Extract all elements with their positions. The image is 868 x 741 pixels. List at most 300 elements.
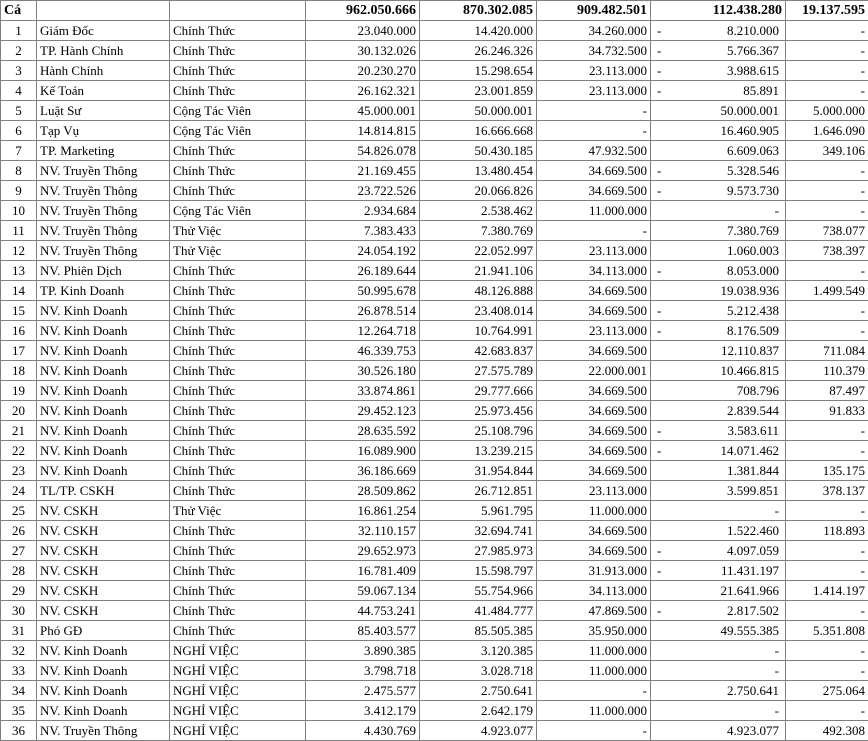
amount-b-cell[interactable]: 3.120.385 xyxy=(420,641,537,661)
amount-e-cell[interactable]: 135.175 xyxy=(786,461,868,481)
contract-type-cell[interactable]: Chính Thức xyxy=(170,261,306,281)
amount-e-cell[interactable]: - xyxy=(786,641,868,661)
amount-b-cell[interactable]: 4.923.077 xyxy=(420,721,537,741)
amount-e-cell[interactable]: - xyxy=(786,21,868,41)
amount-d-cell[interactable] xyxy=(651,41,786,61)
contract-type-cell[interactable]: Chính Thức xyxy=(170,461,306,481)
amount-e-cell[interactable]: 1.414.197 xyxy=(786,581,868,601)
amount-e-cell[interactable]: - xyxy=(786,61,868,81)
amount-a-cell[interactable]: 16.781.409 xyxy=(306,561,420,581)
amount-c-cell[interactable]: 34.669.500 xyxy=(537,421,651,441)
amount-c-cell[interactable]: 34.669.500 xyxy=(537,301,651,321)
row-number-cell[interactable]: 4 xyxy=(1,81,37,101)
amount-e-cell[interactable]: 349.106 xyxy=(786,141,868,161)
amount-d-cell[interactable] xyxy=(651,21,786,41)
row-number-cell[interactable]: 1 xyxy=(1,21,37,41)
contract-type-cell[interactable]: NGHỈ VIỆC xyxy=(170,701,306,721)
row-number-cell[interactable]: 14 xyxy=(1,281,37,301)
contract-type-cell[interactable]: NGHỈ VIỆC xyxy=(170,681,306,701)
contract-type-cell[interactable]: Chính Thức xyxy=(170,281,306,301)
amount-e-cell[interactable]: 87.497 xyxy=(786,381,868,401)
amount-e-cell[interactable]: 1.499.549 xyxy=(786,281,868,301)
amount-a-cell[interactable]: 29.452.123 xyxy=(306,401,420,421)
amount-e-cell[interactable]: - xyxy=(786,561,868,581)
amount-e-cell[interactable]: - xyxy=(786,541,868,561)
contract-type-cell[interactable]: Chính Thức xyxy=(170,481,306,501)
header-total-1[interactable]: 962.050.666 xyxy=(306,1,420,21)
contract-type-cell[interactable]: Cộng Tác Viên xyxy=(170,201,306,221)
header-total-5[interactable]: 19.137.595 xyxy=(786,1,868,21)
contract-type-cell[interactable]: Chính Thức xyxy=(170,341,306,361)
amount-e-cell[interactable]: - xyxy=(786,161,868,181)
amount-d-cell[interactable] xyxy=(651,241,786,261)
position-cell[interactable]: Giám Đốc xyxy=(37,21,170,41)
amount-c-cell[interactable]: 34.669.500 xyxy=(537,181,651,201)
amount-a-cell[interactable]: 23.722.526 xyxy=(306,181,420,201)
amount-c-cell[interactable]: 23.113.000 xyxy=(537,61,651,81)
amount-d-cell[interactable] xyxy=(651,321,786,341)
amount-e-cell[interactable]: 738.397 xyxy=(786,241,868,261)
amount-d-cell[interactable] xyxy=(651,641,786,661)
amount-b-cell[interactable]: 26.246.326 xyxy=(420,41,537,61)
amount-b-cell[interactable]: 20.066.826 xyxy=(420,181,537,201)
amount-d-cell[interactable] xyxy=(651,481,786,501)
amount-d-cell[interactable] xyxy=(651,461,786,481)
amount-b-cell[interactable]: 14.420.000 xyxy=(420,21,537,41)
amount-d-cell[interactable] xyxy=(651,61,786,81)
row-number-cell[interactable]: 29 xyxy=(1,581,37,601)
amount-a-cell[interactable]: 3.798.718 xyxy=(306,661,420,681)
amount-c-cell[interactable]: 23.113.000 xyxy=(537,241,651,261)
row-number-cell[interactable]: 30 xyxy=(1,601,37,621)
amount-d-cell[interactable] xyxy=(651,161,786,181)
amount-b-cell[interactable]: 42.683.837 xyxy=(420,341,537,361)
amount-d-cell[interactable] xyxy=(651,341,786,361)
contract-type-cell[interactable]: Chính Thức xyxy=(170,541,306,561)
amount-c-cell[interactable]: - xyxy=(537,721,651,741)
row-number-cell[interactable]: 23 xyxy=(1,461,37,481)
amount-d-cell[interactable] xyxy=(651,201,786,221)
header-cell-empty[interactable] xyxy=(37,1,170,21)
header-total-4[interactable]: 112.438.280 xyxy=(651,1,786,21)
position-cell[interactable]: NV. Kinh Doanh xyxy=(37,641,170,661)
row-number-cell[interactable]: 10 xyxy=(1,201,37,221)
amount-a-cell[interactable]: 4.430.769 xyxy=(306,721,420,741)
position-cell[interactable]: NV. Kinh Doanh xyxy=(37,461,170,481)
amount-b-cell[interactable]: 55.754.966 xyxy=(420,581,537,601)
amount-e-cell[interactable]: - xyxy=(786,41,868,61)
amount-c-cell[interactable]: 11.000.000 xyxy=(537,701,651,721)
position-cell[interactable]: Tạp Vụ xyxy=(37,121,170,141)
amount-c-cell[interactable]: 34.113.000 xyxy=(537,581,651,601)
amount-e-cell[interactable]: - xyxy=(786,421,868,441)
amount-b-cell[interactable]: 15.598.797 xyxy=(420,561,537,581)
contract-type-cell[interactable]: Chính Thức xyxy=(170,61,306,81)
amount-d-cell[interactable] xyxy=(651,581,786,601)
amount-e-cell[interactable]: - xyxy=(786,601,868,621)
amount-b-cell[interactable]: 27.985.973 xyxy=(420,541,537,561)
amount-a-cell[interactable]: 28.635.592 xyxy=(306,421,420,441)
amount-c-cell[interactable]: 23.113.000 xyxy=(537,321,651,341)
amount-c-cell[interactable]: 34.669.500 xyxy=(537,161,651,181)
amount-c-cell[interactable]: 11.000.000 xyxy=(537,501,651,521)
contract-type-cell[interactable]: Chính Thức xyxy=(170,601,306,621)
contract-type-cell[interactable]: Chính Thức xyxy=(170,321,306,341)
position-cell[interactable]: NV. Kinh Doanh xyxy=(37,421,170,441)
amount-a-cell[interactable]: 21.169.455 xyxy=(306,161,420,181)
amount-d-cell[interactable] xyxy=(651,421,786,441)
contract-type-cell[interactable]: Chính Thức xyxy=(170,441,306,461)
row-number-cell[interactable]: 21 xyxy=(1,421,37,441)
position-cell[interactable]: NV. Kinh Doanh xyxy=(37,441,170,461)
contract-type-cell[interactable]: Chính Thức xyxy=(170,401,306,421)
amount-a-cell[interactable]: 16.089.900 xyxy=(306,441,420,461)
amount-c-cell[interactable]: 11.000.000 xyxy=(537,641,651,661)
dash-marker: - xyxy=(657,603,662,618)
position-cell[interactable]: TP. Kinh Doanh xyxy=(37,281,170,301)
row-number-cell[interactable]: 15 xyxy=(1,301,37,321)
contract-type-cell[interactable]: Chính Thức xyxy=(170,361,306,381)
amount-a-cell[interactable]: 2.934.684 xyxy=(306,201,420,221)
contract-type-cell[interactable]: Chính Thức xyxy=(170,161,306,181)
amount-d-cell[interactable] xyxy=(651,521,786,541)
position-cell[interactable]: NV. CSKH xyxy=(37,561,170,581)
amount-d-cell[interactable] xyxy=(651,721,786,741)
amount-a-cell[interactable]: 7.383.433 xyxy=(306,221,420,241)
amount-d-cell[interactable] xyxy=(651,381,786,401)
amount-a-cell[interactable]: 28.509.862 xyxy=(306,481,420,501)
position-cell[interactable]: NV. Truyền Thông xyxy=(37,241,170,261)
amount-c-cell[interactable]: 22.000.001 xyxy=(537,361,651,381)
amount-d-cell[interactable] xyxy=(651,181,786,201)
amount-a-cell[interactable]: 54.826.078 xyxy=(306,141,420,161)
amount-b-cell[interactable]: 16.666.668 xyxy=(420,121,537,141)
row-number-cell[interactable]: 12 xyxy=(1,241,37,261)
contract-type-cell[interactable]: Chính Thức xyxy=(170,81,306,101)
amount-d-cell[interactable] xyxy=(651,361,786,381)
amount-d-cell[interactable] xyxy=(651,301,786,321)
amount-a-cell[interactable]: 45.000.001 xyxy=(306,101,420,121)
contract-type-cell[interactable]: NGHỈ VIỆC xyxy=(170,641,306,661)
amount-e-cell[interactable]: 275.064 xyxy=(786,681,868,701)
amount-b-cell[interactable]: 7.380.769 xyxy=(420,221,537,241)
amount-e-cell[interactable]: - xyxy=(786,321,868,341)
amount-e-cell[interactable]: 711.084 xyxy=(786,341,868,361)
contract-type-cell[interactable]: Chính Thức xyxy=(170,41,306,61)
row-number-cell[interactable]: 28 xyxy=(1,561,37,581)
position-cell[interactable]: NV. Phiên Dịch xyxy=(37,261,170,281)
position-cell[interactable]: NV. Kinh Doanh xyxy=(37,661,170,681)
amount-b-cell[interactable]: 23.408.014 xyxy=(420,301,537,321)
amount-d-cell[interactable] xyxy=(651,221,786,241)
amount-b-cell[interactable]: 13.239.215 xyxy=(420,441,537,461)
amount-d-cell[interactable] xyxy=(651,561,786,581)
amount-b-cell[interactable]: 27.575.789 xyxy=(420,361,537,381)
amount-d-cell[interactable] xyxy=(651,541,786,561)
row-number-cell[interactable]: 32 xyxy=(1,641,37,661)
amount-a-cell[interactable]: 85.403.577 xyxy=(306,621,420,641)
amount-a-cell[interactable]: 26.189.644 xyxy=(306,261,420,281)
amount-a-cell[interactable]: 3.412.179 xyxy=(306,701,420,721)
row-number-cell[interactable]: 9 xyxy=(1,181,37,201)
amount-e-cell[interactable]: 378.137 xyxy=(786,481,868,501)
amount-a-cell[interactable]: 44.753.241 xyxy=(306,601,420,621)
amount-e-cell[interactable]: - xyxy=(786,181,868,201)
amount-b-cell[interactable]: 85.505.385 xyxy=(420,621,537,641)
amount-d-cell[interactable] xyxy=(651,681,786,701)
amount-a-cell[interactable]: 33.874.861 xyxy=(306,381,420,401)
amount-c-cell[interactable]: 34.260.000 xyxy=(537,21,651,41)
position-cell[interactable]: Hành Chính xyxy=(37,61,170,81)
amount-c-cell[interactable]: 34.113.000 xyxy=(537,261,651,281)
amount-e-cell[interactable]: - xyxy=(786,81,868,101)
contract-type-cell[interactable]: Chính Thức xyxy=(170,421,306,441)
position-cell[interactable]: Phó GĐ xyxy=(37,621,170,641)
position-cell[interactable]: Kế Toán xyxy=(37,81,170,101)
amount-a-cell[interactable]: 59.067.134 xyxy=(306,581,420,601)
row-number-cell[interactable]: 6 xyxy=(1,121,37,141)
position-cell[interactable]: NV. CSKH xyxy=(37,521,170,541)
position-cell[interactable]: NV. Kinh Doanh xyxy=(37,401,170,421)
amount-d-cell[interactable] xyxy=(651,281,786,301)
amount-d-value: - xyxy=(774,663,779,678)
amount-c-cell[interactable]: 34.669.500 xyxy=(537,521,651,541)
amount-a-cell[interactable]: 50.995.678 xyxy=(306,281,420,301)
header-total-3[interactable]: 909.482.501 xyxy=(537,1,651,21)
amount-b-cell[interactable]: 26.712.851 xyxy=(420,481,537,501)
row-number-cell[interactable]: 27 xyxy=(1,541,37,561)
amount-a-cell[interactable]: 46.339.753 xyxy=(306,341,420,361)
amount-c-cell[interactable]: - xyxy=(537,681,651,701)
amount-c-cell[interactable]: 31.913.000 xyxy=(537,561,651,581)
row-number-cell[interactable]: 8 xyxy=(1,161,37,181)
row-number-cell[interactable]: 7 xyxy=(1,141,37,161)
contract-type-cell[interactable]: Chính Thức xyxy=(170,561,306,581)
amount-e-cell[interactable]: - xyxy=(786,301,868,321)
header-total-2[interactable]: 870.302.085 xyxy=(420,1,537,21)
amount-c-cell[interactable]: 11.000.000 xyxy=(537,661,651,681)
position-cell[interactable]: NV. CSKH xyxy=(37,501,170,521)
amount-b-cell[interactable]: 23.001.859 xyxy=(420,81,537,101)
amount-e-cell[interactable]: - xyxy=(786,661,868,681)
amount-c-cell[interactable]: 34.669.500 xyxy=(537,461,651,481)
amount-a-cell[interactable]: 26.162.321 xyxy=(306,81,420,101)
contract-type-cell[interactable]: Chính Thức xyxy=(170,581,306,601)
amount-c-cell[interactable]: 47.869.500 xyxy=(537,601,651,621)
amount-b-cell[interactable]: 32.694.741 xyxy=(420,521,537,541)
position-cell[interactable]: NV. Truyền Thông xyxy=(37,221,170,241)
contract-type-cell[interactable]: Thử Việc xyxy=(170,221,306,241)
amount-a-cell[interactable]: 16.861.254 xyxy=(306,501,420,521)
row-number-cell[interactable]: 5 xyxy=(1,101,37,121)
row-number-cell[interactable]: 13 xyxy=(1,261,37,281)
amount-c-cell[interactable]: 34.669.500 xyxy=(537,541,651,561)
header-cell-empty[interactable] xyxy=(170,1,306,21)
position-cell[interactable]: NV. Truyền Thông xyxy=(37,181,170,201)
amount-a-cell[interactable]: 12.264.718 xyxy=(306,321,420,341)
row-number-cell[interactable]: 20 xyxy=(1,401,37,421)
amount-b-cell[interactable]: 25.108.796 xyxy=(420,421,537,441)
amount-a-cell[interactable]: 24.054.192 xyxy=(306,241,420,261)
row-number-cell[interactable]: 34 xyxy=(1,681,37,701)
amount-c-cell[interactable]: - xyxy=(537,101,651,121)
amount-c-cell[interactable]: 23.113.000 xyxy=(537,481,651,501)
amount-a-cell[interactable]: 30.132.026 xyxy=(306,41,420,61)
amount-b-cell[interactable]: 50.430.185 xyxy=(420,141,537,161)
contract-type-cell[interactable]: Cộng Tác Viên xyxy=(170,101,306,121)
amount-b-cell[interactable]: 3.028.718 xyxy=(420,661,537,681)
amount-b-cell[interactable]: 41.484.777 xyxy=(420,601,537,621)
amount-c-cell[interactable]: - xyxy=(537,221,651,241)
row-number-cell[interactable]: 31 xyxy=(1,621,37,641)
amount-c-cell[interactable]: 34.669.500 xyxy=(537,401,651,421)
amount-e-cell[interactable]: 91.833 xyxy=(786,401,868,421)
amount-b-cell[interactable]: 10.764.991 xyxy=(420,321,537,341)
amount-e-cell[interactable]: 110.379 xyxy=(786,361,868,381)
amount-b-cell[interactable]: 5.961.795 xyxy=(420,501,537,521)
amount-c-cell[interactable]: 23.113.000 xyxy=(537,81,651,101)
contract-type-cell[interactable]: Chính Thức xyxy=(170,301,306,321)
amount-a-cell[interactable]: 36.186.669 xyxy=(306,461,420,481)
amount-c-cell[interactable]: 34.732.500 xyxy=(537,41,651,61)
amount-a-cell[interactable]: 14.814.815 xyxy=(306,121,420,141)
amount-e-cell[interactable]: 118.893 xyxy=(786,521,868,541)
amount-c-cell[interactable]: 34.669.500 xyxy=(537,341,651,361)
position-cell[interactable]: NV. CSKH xyxy=(37,601,170,621)
amount-e-cell[interactable]: - xyxy=(786,501,868,521)
amount-d-cell[interactable] xyxy=(651,261,786,281)
contract-type-cell[interactable]: NGHỈ VIỆC xyxy=(170,661,306,681)
amount-b-cell[interactable]: 2.642.179 xyxy=(420,701,537,721)
dash-marker: - xyxy=(657,443,662,458)
amount-e-cell[interactable]: - xyxy=(786,441,868,461)
amount-b-cell[interactable]: 21.941.106 xyxy=(420,261,537,281)
row-number-cell[interactable]: 25 xyxy=(1,501,37,521)
amount-a-cell[interactable]: 2.475.577 xyxy=(306,681,420,701)
amount-e-cell[interactable]: 492.308 xyxy=(786,721,868,741)
amount-d-cell[interactable] xyxy=(651,441,786,461)
amount-a-cell[interactable]: 3.890.385 xyxy=(306,641,420,661)
row-number-cell[interactable]: 2 xyxy=(1,41,37,61)
amount-d-value: 14.071.462 xyxy=(720,443,779,458)
contract-type-cell[interactable]: Thử Việc xyxy=(170,501,306,521)
position-cell[interactable]: NV. Kinh Doanh xyxy=(37,321,170,341)
amount-a-cell[interactable]: 20.230.270 xyxy=(306,61,420,81)
amount-b-cell[interactable]: 50.000.001 xyxy=(420,101,537,121)
contract-type-cell[interactable]: Thử Việc xyxy=(170,241,306,261)
position-cell[interactable]: NV. Kinh Doanh xyxy=(37,361,170,381)
row-number-cell[interactable]: 3 xyxy=(1,61,37,81)
amount-d-cell[interactable] xyxy=(651,101,786,121)
row-number-cell[interactable]: 36 xyxy=(1,721,37,741)
amount-e-cell[interactable]: 1.646.090 xyxy=(786,121,868,141)
position-cell[interactable]: NV. Truyền Thông xyxy=(37,201,170,221)
amount-c-cell[interactable]: 11.000.000 xyxy=(537,201,651,221)
amount-c-cell[interactable]: 35.950.000 xyxy=(537,621,651,641)
amount-c-cell[interactable]: 34.669.500 xyxy=(537,381,651,401)
amount-a-cell[interactable]: 23.040.000 xyxy=(306,21,420,41)
contract-type-cell[interactable]: Cộng Tác Viên xyxy=(170,121,306,141)
row-number-cell[interactable]: 33 xyxy=(1,661,37,681)
contract-type-cell[interactable]: Chính Thức xyxy=(170,21,306,41)
position-cell[interactable]: NV. Kinh Doanh xyxy=(37,701,170,721)
amount-e-cell[interactable]: 5.000.000 xyxy=(786,101,868,121)
amount-c-cell[interactable]: 47.932.500 xyxy=(537,141,651,161)
amount-e-cell[interactable]: - xyxy=(786,701,868,721)
row-number-cell[interactable]: 22 xyxy=(1,441,37,461)
contract-type-cell[interactable]: Chính Thức xyxy=(170,521,306,541)
amount-e-cell[interactable]: 738.077 xyxy=(786,221,868,241)
amount-d-cell[interactable] xyxy=(651,601,786,621)
amount-d-cell[interactable] xyxy=(651,121,786,141)
amount-b-cell[interactable]: 2.538.462 xyxy=(420,201,537,221)
header-cell-col0[interactable]: Cá xyxy=(1,1,37,21)
contract-type-cell[interactable]: Chính Thức xyxy=(170,141,306,161)
row-number-cell[interactable]: 18 xyxy=(1,361,37,381)
amount-b-cell[interactable]: 15.298.654 xyxy=(420,61,537,81)
amount-a-cell[interactable]: 30.526.180 xyxy=(306,361,420,381)
row-number-cell[interactable]: 26 xyxy=(1,521,37,541)
row-number-cell[interactable]: 24 xyxy=(1,481,37,501)
amount-b-cell[interactable]: 48.126.888 xyxy=(420,281,537,301)
amount-d-cell[interactable] xyxy=(651,661,786,681)
position-cell[interactable]: NV. Kinh Doanh xyxy=(37,341,170,361)
amount-d-cell[interactable] xyxy=(651,701,786,721)
amount-b-cell[interactable]: 13.480.454 xyxy=(420,161,537,181)
position-cell[interactable]: TL/TP. CSKH xyxy=(37,481,170,501)
contract-type-cell[interactable]: NGHỈ VIỆC xyxy=(170,721,306,741)
contract-type-cell[interactable]: Chính Thức xyxy=(170,181,306,201)
row-number-cell[interactable]: 17 xyxy=(1,341,37,361)
amount-b-cell[interactable]: 29.777.666 xyxy=(420,381,537,401)
amount-d-cell[interactable] xyxy=(651,141,786,161)
row-number-cell[interactable]: 19 xyxy=(1,381,37,401)
amount-b-cell[interactable]: 31.954.844 xyxy=(420,461,537,481)
position-cell[interactable]: Luật Sư xyxy=(37,101,170,121)
amount-e-cell[interactable]: - xyxy=(786,201,868,221)
row-number-cell[interactable]: 35 xyxy=(1,701,37,721)
amount-b-cell[interactable]: 25.973.456 xyxy=(420,401,537,421)
position-cell[interactable]: NV. CSKH xyxy=(37,581,170,601)
amount-a-cell[interactable]: 26.878.514 xyxy=(306,301,420,321)
row-number-cell[interactable]: 11 xyxy=(1,221,37,241)
amount-d-cell[interactable] xyxy=(651,401,786,421)
amount-e-cell[interactable]: 5.351.808 xyxy=(786,621,868,641)
amount-e-cell[interactable]: - xyxy=(786,261,868,281)
amount-d-cell[interactable] xyxy=(651,501,786,521)
contract-type-cell[interactable]: Chính Thức xyxy=(170,621,306,641)
amount-c-cell[interactable]: - xyxy=(537,121,651,141)
amount-c-cell[interactable]: 34.669.500 xyxy=(537,281,651,301)
amount-b-cell[interactable]: 22.052.997 xyxy=(420,241,537,261)
amount-b-cell[interactable]: 2.750.641 xyxy=(420,681,537,701)
position-cell[interactable]: NV. CSKH xyxy=(37,541,170,561)
amount-c-cell[interactable]: 34.669.500 xyxy=(537,441,651,461)
amount-a-cell[interactable]: 29.652.973 xyxy=(306,541,420,561)
amount-a-cell[interactable]: 32.110.157 xyxy=(306,521,420,541)
position-cell[interactable]: NV. Truyền Thông xyxy=(37,161,170,181)
position-cell[interactable]: NV. Kinh Doanh xyxy=(37,381,170,401)
position-cell[interactable]: TP. Hành Chính xyxy=(37,41,170,61)
amount-d-cell[interactable] xyxy=(651,621,786,641)
position-cell[interactable]: TP. Marketing xyxy=(37,141,170,161)
position-cell[interactable]: NV. Kinh Doanh xyxy=(37,301,170,321)
position-cell[interactable]: NV. Kinh Doanh xyxy=(37,681,170,701)
amount-d-cell[interactable] xyxy=(651,81,786,101)
contract-type-cell[interactable]: Chính Thức xyxy=(170,381,306,401)
row-number-cell[interactable]: 16 xyxy=(1,321,37,341)
position-cell[interactable]: NV. Truyền Thông xyxy=(37,721,170,741)
